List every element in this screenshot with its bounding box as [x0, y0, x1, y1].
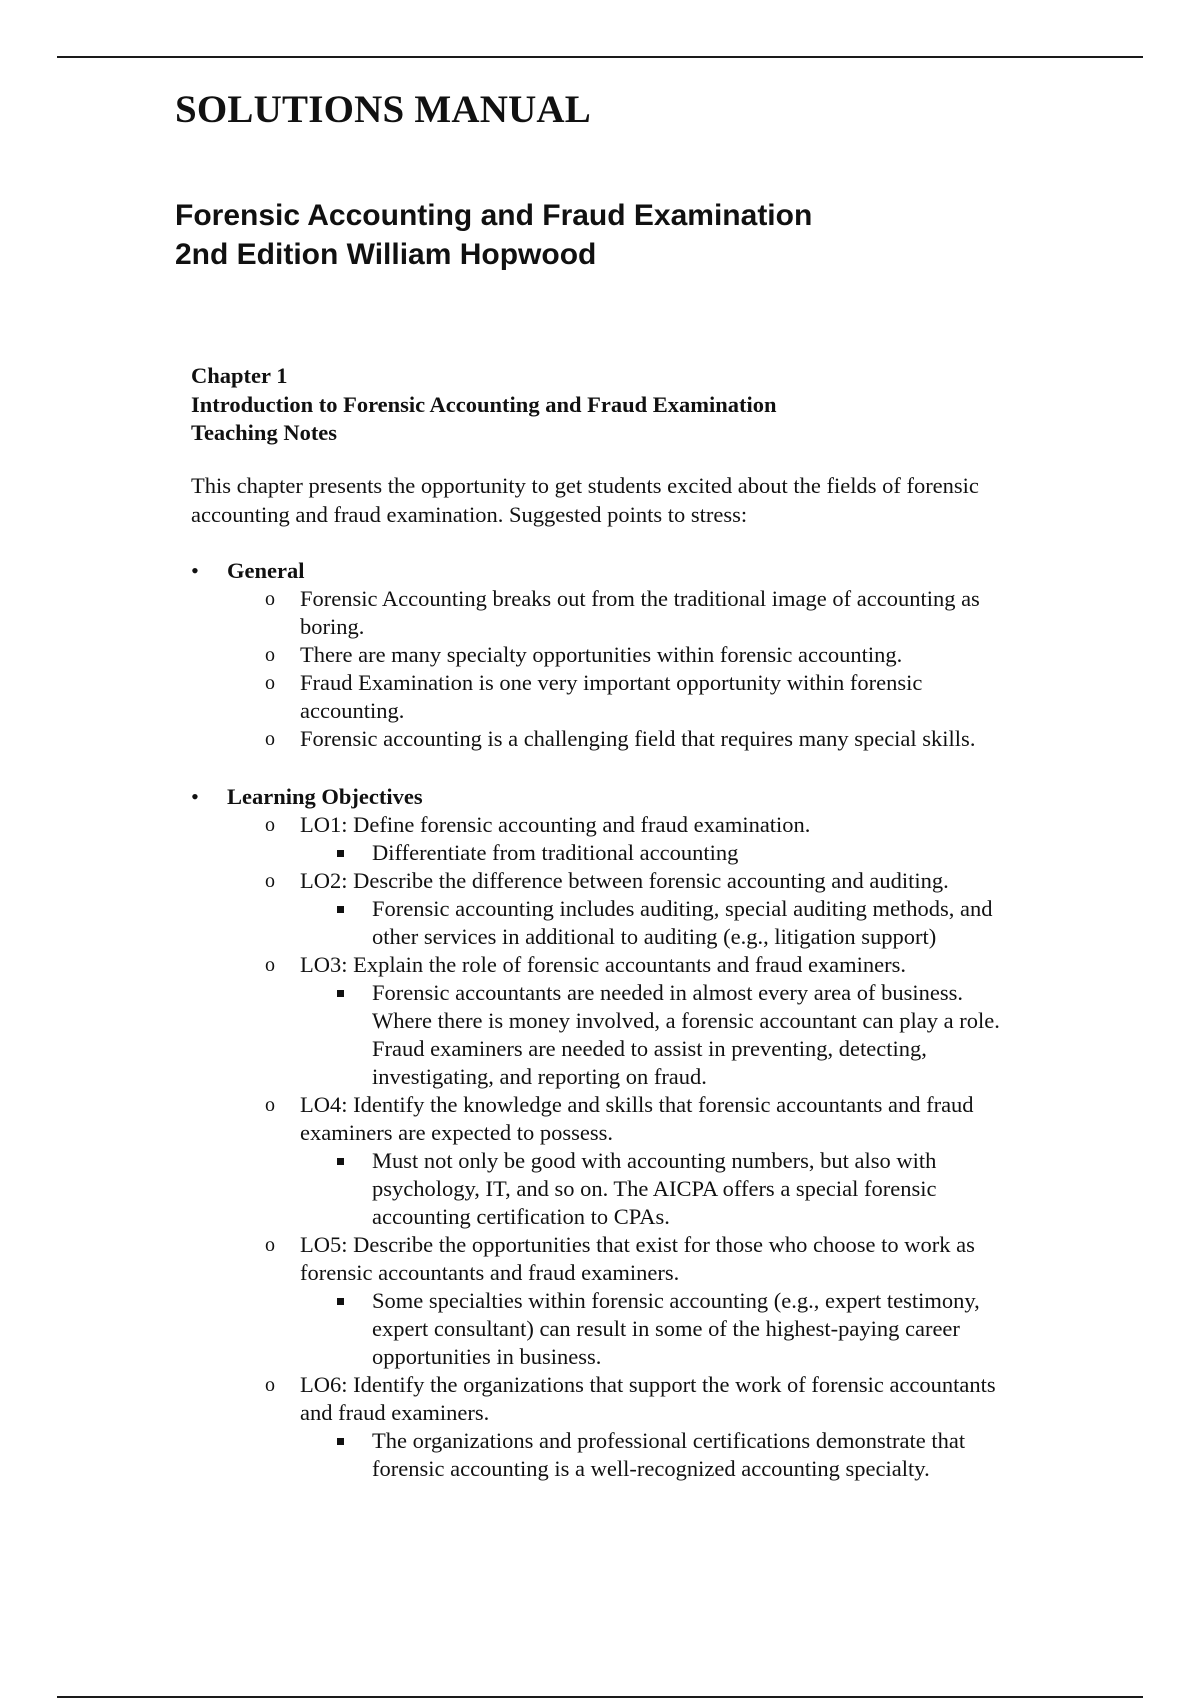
- square-bullet: [337, 990, 344, 997]
- detail-line: Forensic accounting includes auditing, special auditing methods, and: [372, 896, 993, 921]
- objective-detail: [191, 1147, 1000, 1231]
- chapter-number: Chapter 1: [191, 363, 288, 388]
- detail-line: psychology, IT, and so on. The AICPA offers a special forensic: [372, 1176, 937, 1201]
- item-line: Forensic Accounting breaks out from the traditional image of accounting as: [300, 586, 980, 611]
- bottom-rule: [57, 1696, 1143, 1698]
- objective-item: [191, 867, 1000, 895]
- objective-detail: [191, 1427, 1000, 1483]
- objective-line: and fraud examiners.: [300, 1400, 490, 1425]
- item-line: There are many specialty opportunities within forensic accounting.: [300, 642, 903, 667]
- detail-line: Differentiate from traditional accounting: [372, 840, 739, 865]
- general-list: [191, 585, 980, 753]
- detail-line: other services in additional to auditing (e.g., litigation support): [372, 924, 937, 949]
- circle-bullet: o: [265, 672, 275, 694]
- objective-detail: [191, 1287, 1000, 1371]
- top-rule: [57, 56, 1143, 58]
- circle-bullet: o: [265, 1374, 275, 1396]
- document-title: SOLUTIONS MANUAL: [175, 88, 592, 131]
- book-title-line-2: 2nd Edition William Hopwood: [175, 238, 597, 271]
- square-bullet: [337, 1438, 344, 1445]
- circle-bullet: o: [265, 814, 275, 836]
- objective-detail: [191, 895, 1000, 951]
- objective-line: LO2: Describe the difference between forensic accounting and auditing.: [300, 868, 949, 893]
- circle-bullet: o: [265, 1094, 275, 1116]
- objective-line: LO6: Identify the organizations that support the work of forensic accountants: [300, 1372, 996, 1397]
- objective-line: LO4: Identify the knowledge and skills that forensic accountants and fraud: [300, 1092, 974, 1117]
- objective-detail: [191, 979, 1000, 1091]
- disc-bullet: •: [191, 784, 199, 809]
- circle-bullet: o: [265, 954, 275, 976]
- objective-item: [191, 951, 1000, 979]
- chapter-name: Introduction to Forensic Accounting and Fraud Examination: [191, 391, 777, 417]
- item-line: Fraud Examination is one very important opportunity within forensic: [300, 670, 923, 695]
- objective-item: [191, 1371, 1000, 1427]
- objective-detail: [191, 839, 1000, 867]
- detail-line: investigating, and reporting on fraud.: [372, 1064, 707, 1089]
- disc-bullet: •: [191, 558, 199, 583]
- learning-objectives-heading-label: Learning Objectives: [227, 784, 423, 809]
- general-section: [191, 557, 980, 753]
- book-title-line-1: Forensic Accounting and Fraud Examination: [175, 199, 813, 232]
- learning-objectives-list: [191, 811, 1000, 1483]
- circle-bullet: o: [265, 1234, 275, 1256]
- list-item: [191, 585, 980, 641]
- item-line: accounting.: [300, 698, 405, 723]
- detail-line: forensic accounting is a well-recognized accounting specialty.: [372, 1456, 930, 1481]
- objective-item: [191, 1091, 1000, 1147]
- item-line: boring.: [300, 614, 365, 639]
- detail-line: Fraud examiners are needed to assist in preventing, detecting,: [372, 1036, 927, 1061]
- chapter-section: Teaching Notes: [191, 420, 338, 445]
- list-item: [191, 641, 980, 669]
- intro-line: accounting and fraud examination. Suggested points to stress:: [191, 501, 748, 527]
- learning-objectives-heading: [191, 783, 1000, 811]
- objective-item: [191, 1231, 1000, 1287]
- detail-line: Where there is money involved, a forensic accountant can play a role.: [372, 1008, 1000, 1033]
- detail-line: opportunities in business.: [372, 1344, 602, 1369]
- item-line: Forensic accounting is a challenging field that requires many special skills.: [300, 726, 976, 751]
- detail-line: The organizations and professional certifications demonstrate that: [372, 1428, 966, 1453]
- detail-line: accounting certification to CPAs.: [372, 1204, 670, 1229]
- objective-line: forensic accountants and fraud examiners.: [300, 1260, 680, 1285]
- chapter-heading: [191, 362, 777, 448]
- general-heading-label: General: [227, 558, 305, 583]
- circle-bullet: o: [265, 588, 275, 610]
- circle-bullet: o: [265, 644, 275, 666]
- objective-line: LO5: Describe the opportunities that exist for those who choose to work as: [300, 1232, 975, 1257]
- circle-bullet: o: [265, 870, 275, 892]
- detail-line: Forensic accountants are needed in almost every area of business.: [372, 980, 964, 1005]
- detail-line: Must not only be good with accounting numbers, but also with: [372, 1148, 937, 1173]
- learning-objectives-section: [191, 783, 1000, 1483]
- list-item: [191, 725, 980, 753]
- objective-line: LO1: Define forensic accounting and fraud examination.: [300, 812, 811, 837]
- circle-bullet: o: [265, 728, 275, 750]
- book-title: [175, 196, 812, 274]
- detail-line: expert consultant) can result in some of the highest-paying career: [372, 1316, 960, 1341]
- square-bullet: [337, 850, 344, 857]
- general-heading: [191, 557, 980, 585]
- objective-line: LO3: Explain the role of forensic accountants and fraud examiners.: [300, 952, 907, 977]
- objective-item: [191, 811, 1000, 839]
- intro-paragraph: [191, 472, 1071, 529]
- detail-line: Some specialties within forensic accounting (e.g., expert testimony,: [372, 1288, 980, 1313]
- square-bullet: [337, 1158, 344, 1165]
- square-bullet: [337, 1298, 344, 1305]
- objective-line: examiners are expected to possess.: [300, 1120, 614, 1145]
- intro-line: This chapter presents the opportunity to get students excited about the fields of forensic: [191, 473, 979, 498]
- square-bullet: [337, 906, 344, 913]
- list-item: [191, 669, 980, 725]
